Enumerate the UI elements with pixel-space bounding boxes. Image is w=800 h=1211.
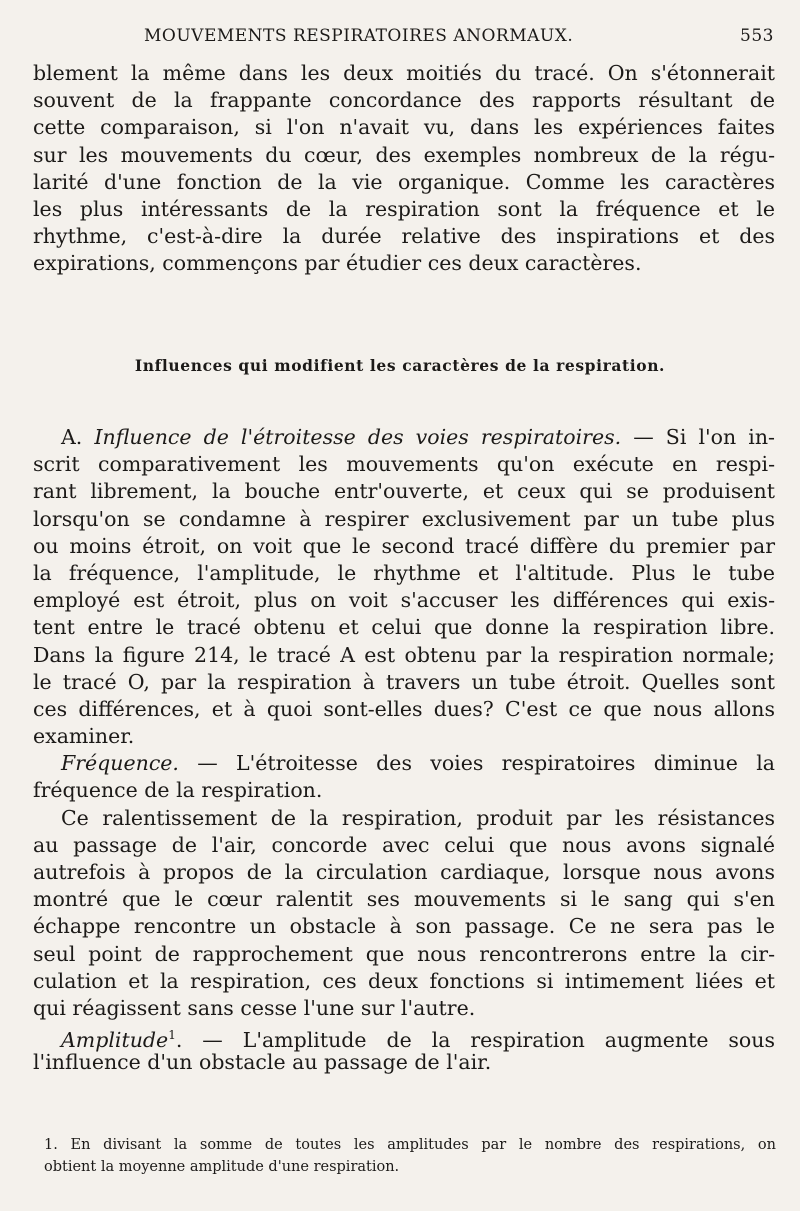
text-line: fréquence de la respiration.: [33, 778, 323, 803]
footnote-line: 1. En divisant la somme de toutes les amplitudes par le nombre des respirations, on: [44, 1137, 776, 1153]
text-line: au passage de l'air, concorde avec celui que nous avons signalé: [33, 832, 775, 857]
footnote: [44, 1135, 776, 1178]
section-title: Influence de l'étroitesse des voies respiratoires.: [94, 425, 622, 449]
text-line: employé est étroit, plus on voit s'accuser les différences qui exis-: [33, 588, 775, 613]
text-line: rant librement, la bouche entr'ouverte, et ceux qui se produisent: [33, 479, 775, 504]
text-line: scrit comparativement les mouvements qu'on exécute en respi-: [33, 452, 775, 477]
text-line: sur les mouvements du cœur, des exemples nombreux de la régu-: [33, 142, 775, 167]
amplitude-label: Amplitude: [61, 1027, 169, 1052]
footnote-mark: 1: [168, 1028, 176, 1043]
text-span: — L'étroitesse des voies respiratoires diminue la: [197, 751, 775, 776]
intro-paragraph: [33, 60, 775, 278]
text-line: échappe rencontre un obstacle à son passage. Ce ne sera pas le: [33, 914, 775, 939]
text-line: montré que le cœur ralentit ses mouvements si le sang qui s'en: [33, 887, 775, 912]
frequence-label: Fréquence.: [61, 751, 179, 776]
text-line: lorsqu'on se condamne à respirer exclusivement par un tube plus: [33, 506, 775, 531]
text-line: [33, 750, 775, 777]
text-line: autrefois à propos de la circulation cardiaque, lorsque nous avons: [33, 860, 775, 884]
text-line: seul point de rapprochement que nous rencontrerons entre la cir-: [33, 941, 775, 966]
text-line: blement la même dans les deux moitiés du tracé. On s'étonnerait: [33, 61, 775, 85]
text-line: Ce ralentissement de la respiration, produit par les résistances: [61, 805, 775, 830]
text-span: . — L'amplitude de la respiration augmente sous: [175, 1027, 775, 1052]
text-line: ou moins étroit, on voit que le second tracé diffère du premier par: [33, 533, 775, 558]
text-line: rhythme, c'est-à-dire la durée relative des inspirations et des: [33, 224, 775, 249]
running-title: MOUVEMENTS RESPIRATOIRES ANORMAUX.: [144, 26, 574, 46]
text-line: [33, 424, 775, 451]
text-line: culation et la respiration, ces deux fonctions si intimement liées et: [33, 968, 775, 993]
text-line: les plus intéressants de la respiration sont la fréquence et le: [33, 196, 775, 221]
section-label: A.: [61, 425, 83, 449]
text-span: — Si l'on in-: [633, 425, 775, 449]
text-line: expirations, commençons par étudier ces deux caractères.: [33, 251, 642, 276]
section-a-paragraph: [33, 424, 775, 1077]
text-line: tent entre le tracé obtenu et celui que donne la respiration libre.: [33, 615, 775, 640]
text-line: souvent de la frappante concordance des rapports résultant de: [33, 88, 775, 113]
text-line: ces différences, et à quoi sont-elles dues? C'est ce que nous allons: [33, 696, 775, 721]
text-line: [33, 1022, 775, 1052]
text-line: l'influence d'un obstacle au passage de l'air.: [33, 1050, 492, 1075]
footnote-line: obtient la moyenne amplitude d'une respiration.: [44, 1158, 400, 1175]
text-line: larité d'une fonction de la vie organique. Comme les caractères: [33, 169, 775, 194]
text-line: cette comparaison, si l'on n'avait vu, dans les expériences faites: [33, 115, 775, 140]
text-line: Dans la figure 214, le tracé A est obtenu par la respiration normale;: [33, 642, 775, 667]
text-line: examiner.: [33, 724, 135, 749]
page-number: 553: [740, 26, 774, 46]
text-line: la fréquence, l'amplitude, le rhythme et l'altitude. Plus le tube: [33, 560, 775, 585]
section-heading: Influences qui modifient les caractères de la respiration.: [134, 356, 666, 375]
text-line: qui réagissent sans cesse l'une sur l'autre.: [33, 995, 476, 1020]
text-line: le tracé O, par la respiration à travers un tube étroit. Quelles sont: [33, 669, 775, 694]
